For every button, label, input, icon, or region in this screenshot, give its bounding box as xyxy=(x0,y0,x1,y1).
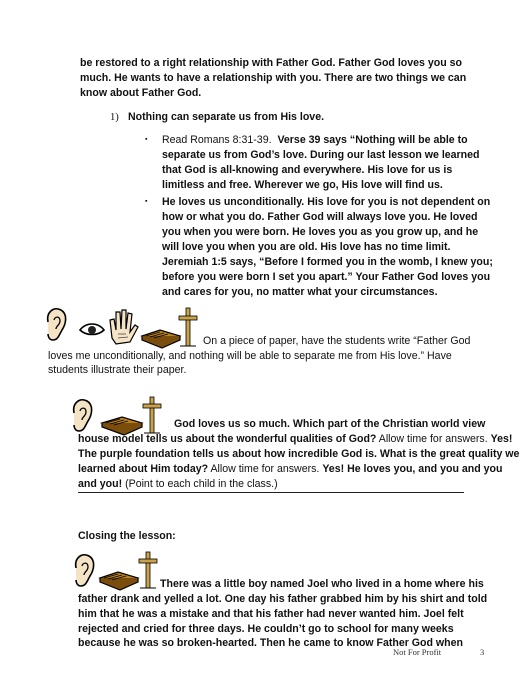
bullet-marker: ▪ xyxy=(145,136,148,143)
worldview-answer: and you! xyxy=(78,478,123,490)
closing-story-line: There was a little boy named Joel who lived in a home where his xyxy=(160,578,484,590)
page-number: 3 xyxy=(480,647,485,657)
bible-icon xyxy=(142,330,180,348)
ear-icon xyxy=(74,400,92,431)
activity-icon-group xyxy=(40,300,200,352)
closing-icon-group xyxy=(70,548,166,592)
activity-line: students illustrate their paper. xyxy=(48,364,187,376)
bullet-1-line: limitless and free. Wherever we go, His love will find us. xyxy=(162,179,443,191)
closing-heading: Closing the lesson: xyxy=(78,530,176,542)
bullet-2-line: He loves us unconditionally. His love for you is not dependent on xyxy=(162,196,491,208)
worldview-instruction: Allow time for answers. xyxy=(210,463,320,475)
ear-bible-cross-icons xyxy=(70,548,166,592)
bullet-1-line xyxy=(162,134,468,147)
point-heading: Nothing can separate us from His love. xyxy=(128,111,325,123)
footer-not-for-profit: Not For Profit xyxy=(393,647,442,657)
bullet-1-verse: Verse 39 says “Nothing will be able to xyxy=(277,134,468,146)
worldview-line: The purple foundation tells us about how incredible God is. What is the great quality we xyxy=(78,448,520,460)
hand-icon xyxy=(110,310,138,344)
cross-icon xyxy=(139,552,157,588)
worldview-line xyxy=(78,463,502,476)
worldview-line: God loves us so much. Which part of the Christian world view xyxy=(174,418,486,430)
bullet-2-line: you when you were born. He loves you as you grow up, and he xyxy=(162,226,479,238)
bible-icon xyxy=(100,572,138,590)
section-divider xyxy=(78,492,464,493)
worldview-question: house model tells us about the wonderful qualities of God? xyxy=(78,433,377,445)
worldview-line xyxy=(78,478,278,491)
closing-story-line: because he was so broken-hearted. Then he came to know Father God when xyxy=(78,637,463,649)
closing-story-line: him that he was a mistake and that his father had never wanted him. Joel felt xyxy=(78,608,464,620)
bullet-1-reading: Read Romans 8:31-39. xyxy=(162,134,272,146)
cross-icon xyxy=(143,397,161,433)
worldview-line xyxy=(78,433,512,446)
bullet-1-line: separate us from God’s love. During our last lesson we learned xyxy=(162,149,480,161)
ear-icon xyxy=(48,309,66,340)
closing-story-line: father drank and yelled a lot. One day his father grabbed him by his shirt and told xyxy=(78,593,488,605)
worldview-answer: Yes! xyxy=(490,433,513,445)
eye-icon xyxy=(80,324,104,335)
bullet-1-line: that God is all-knowing and everywhere. His love for us is xyxy=(162,164,453,176)
bullet-2-line: how or what you do. Father God will always love you. He loved xyxy=(162,211,478,223)
worldview-instruction: Allow time for answers. xyxy=(378,433,488,445)
worldview-instruction: (Point to each child in the class.) xyxy=(125,478,278,490)
bullet-2-line: will love you when you are old. His love has no time limit. xyxy=(162,241,451,253)
ear-eye-hand-bible-cross-icons xyxy=(40,300,200,352)
activity-line: On a piece of paper, have the students write “Father God xyxy=(203,335,471,347)
worldview-question: learned about Him today? xyxy=(78,463,209,475)
bullet-2-line: before you were born I set you apart.” Your Father God loves you xyxy=(162,271,491,283)
ear-icon xyxy=(76,555,94,586)
activity-line: loves me unconditionally, and nothing will be able to separate me from His love.” Have xyxy=(48,350,452,362)
closing-story-line: rejected and cried for three days. He couldn’t go to school for many weeks xyxy=(78,623,454,635)
bullet-marker: ▪ xyxy=(145,198,148,205)
bullet-2-line: Jeremiah 1:5 says, “Before I formed you in the womb, I knew you; xyxy=(162,256,493,268)
intro-line: know about Father God. xyxy=(80,87,202,99)
point-number: 1) xyxy=(110,112,119,123)
bullet-2-line: and cares for you, no matter what your circumstances. xyxy=(162,286,438,298)
cross-icon xyxy=(179,308,197,346)
worldview-answer: Yes! He loves you, and you and you xyxy=(322,463,503,475)
intro-line: be restored to a right relationship with Father God. Father God loves you so xyxy=(80,57,463,69)
intro-line: much. He wants to have a relationship with you. There are two things we can xyxy=(80,72,467,84)
